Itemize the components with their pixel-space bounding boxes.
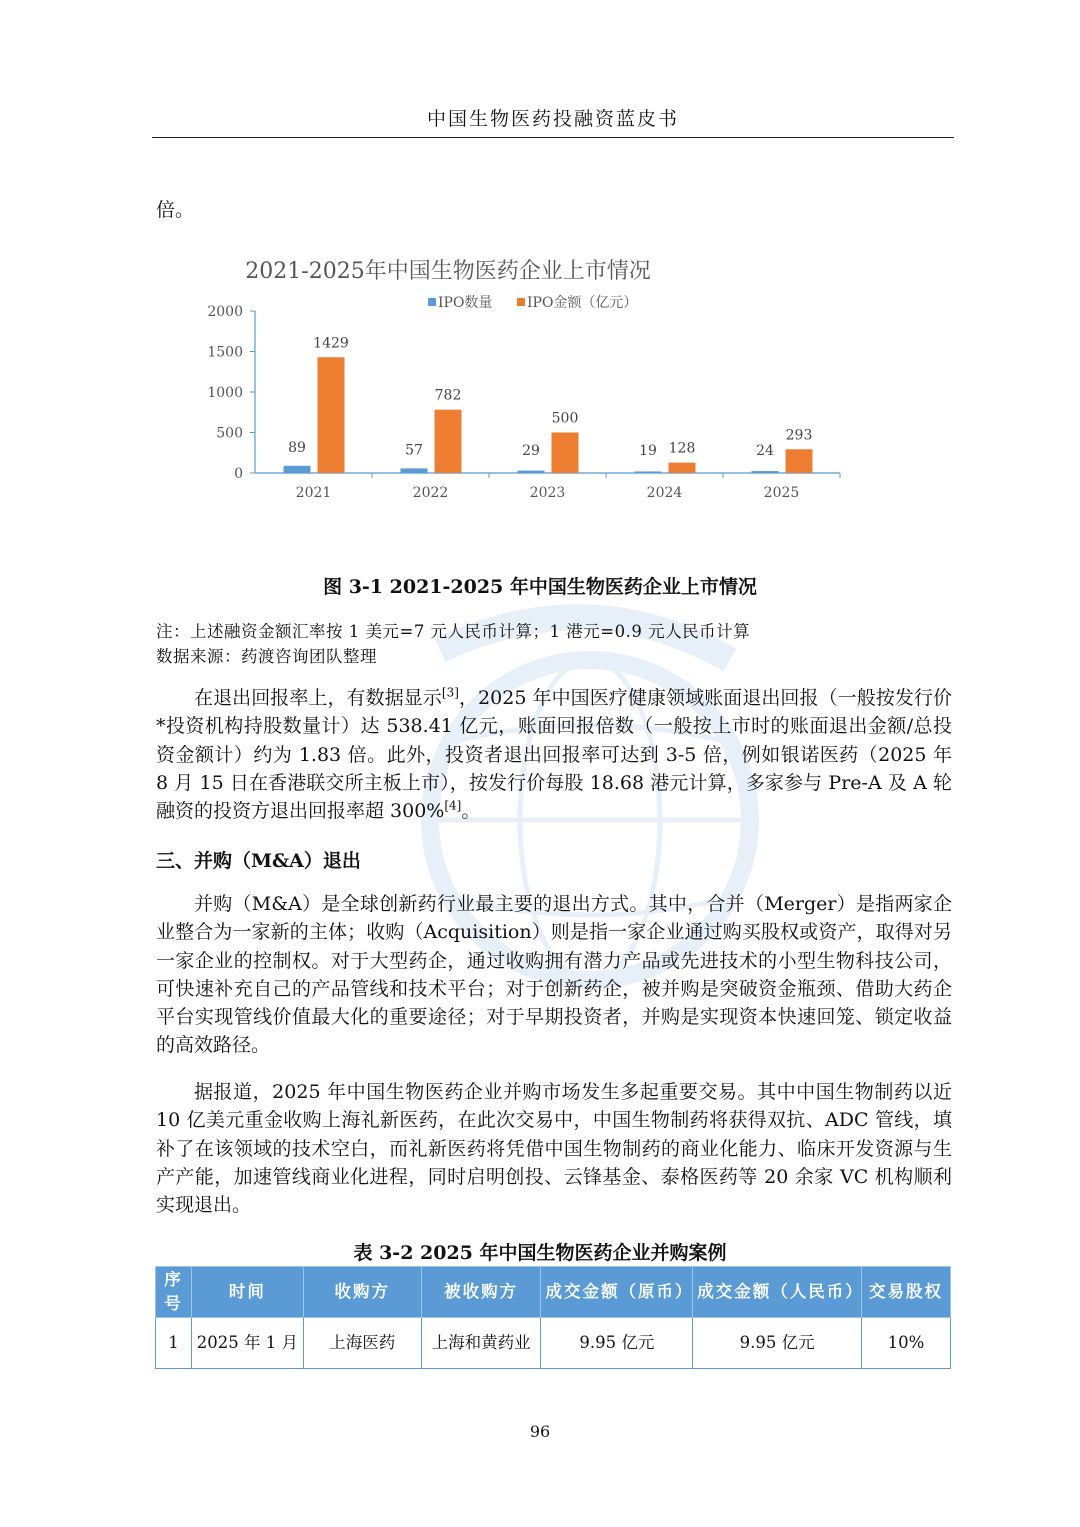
cell-equity: 10% bbox=[862, 1318, 951, 1369]
paragraph-ma-intro: 并购（M&A）是全球创新药行业最主要的退出方式。其中，合并（Merger）是指两家企业整合为一家新的主体；收购（Acquisition）则是指一家企业通过购买股权或资产，取得对另一家企业的控制权。对于大型药企，通过收购拥有潜力产品或先进技术的小型生物科技公司，可快速补充自己的产品管线和技术平台；对于创新药企，被并购是突破资金瓶颈、借助大药企平台实现管线价值最大化的重要途径；对于早期投资者，并购是实现资本快速回笼、锁定收益的高效路径。 bbox=[156, 893, 952, 1057]
cell-index: 1 bbox=[156, 1318, 192, 1369]
section-title: 三、并购（M&A）退出 bbox=[156, 850, 361, 872]
data-label-ipo-amount-2025: 293 bbox=[785, 427, 813, 444]
figure-note: 注：上述融资金额汇率按 1 美元=7 元人民币计算；1 港元=0.9 元人民币计算 bbox=[156, 622, 751, 641]
header-amount-rmb: 成交金额（人民币） bbox=[693, 1267, 862, 1318]
paragraph-text: 在退出回报率上，有数据显示 bbox=[194, 687, 442, 709]
bar-ipo-amount-2025 bbox=[786, 449, 813, 473]
table-row bbox=[156, 1318, 951, 1369]
x-tick-label: 2025 bbox=[763, 485, 800, 501]
header-index: 序号 bbox=[156, 1267, 192, 1318]
x-tick-label: 2024 bbox=[646, 485, 683, 501]
data-label-ipo-amount-2024: 128 bbox=[668, 440, 696, 457]
bar-ipo-amount-2022 bbox=[435, 410, 462, 473]
data-label-ipo-count-2024: 19 bbox=[639, 443, 657, 459]
bar-ipo-amount-2023 bbox=[552, 433, 579, 474]
page-number: 96 bbox=[529, 1422, 551, 1441]
bar-ipo-count-2025 bbox=[752, 471, 779, 473]
y-tick-label: 500 bbox=[216, 425, 243, 442]
header-acquirer: 收购方 bbox=[303, 1267, 421, 1318]
data-label-ipo-count-2025: 24 bbox=[756, 443, 774, 459]
data-label-ipo-count-2022: 57 bbox=[405, 442, 423, 459]
header-target: 被收购方 bbox=[421, 1267, 541, 1318]
paragraph-exit-returns bbox=[156, 684, 952, 825]
cell-target: 上海和黄药业 bbox=[421, 1318, 541, 1369]
x-tick-label: 2022 bbox=[412, 485, 449, 501]
bar-ipo-amount-2021 bbox=[318, 357, 345, 473]
y-tick-label: 2000 bbox=[207, 304, 243, 320]
y-tick-label: 1000 bbox=[207, 385, 243, 401]
bar-ipo-count-2022 bbox=[401, 468, 428, 473]
bar-ipo-count-2023 bbox=[518, 471, 545, 473]
table-header-row bbox=[156, 1267, 951, 1318]
data-label-ipo-count-2021: 89 bbox=[288, 439, 306, 456]
figure-caption: 图 3-1 2021-2025 年中国生物医药企业上市情况 bbox=[323, 576, 757, 598]
x-tick-label: 2023 bbox=[529, 485, 566, 501]
legend-label-0: IPO数量 bbox=[438, 295, 493, 311]
legend-label-1: IPO金额（亿元） bbox=[527, 295, 638, 311]
data-label-ipo-count-2023: 29 bbox=[522, 443, 540, 459]
x-tick-label: 2021 bbox=[295, 485, 332, 501]
data-label-ipo-amount-2021: 1429 bbox=[313, 335, 349, 352]
cell-amount-original: 9.95 亿元 bbox=[541, 1318, 693, 1369]
bar-ipo-count-2024 bbox=[635, 471, 662, 473]
paragraph-ma-deals: 据报道，2025 年中国生物医药企业并购市场发生多起重要交易。其中中国生物制药以近 10 亿美元重金收购上海礼新医药，在此次交易中，中国生物制药将获得双抗、ADC 管线，填补了在该领域的技术空白，而礼新医药将凭借中国生物制药的商业化能力、临床开发资源与生产产能，加速管线商业化进程，同时启明创投、云锋基金、泰格医药等 20 余家 VC 机构顺利实现退出。 bbox=[156, 1081, 952, 1217]
header-time: 时间 bbox=[191, 1267, 303, 1318]
legend-swatch-1 bbox=[517, 298, 525, 306]
cell-time: 2025 年 1 月 bbox=[191, 1318, 303, 1369]
header-amount-original: 成交金额（原币） bbox=[541, 1267, 693, 1318]
top-fragment: 倍。 bbox=[156, 199, 195, 221]
table-caption: 表 3-2 2025 年中国生物医药企业并购案例 bbox=[353, 1242, 727, 1264]
figure-source: 数据来源：药渡咨询团队整理 bbox=[156, 647, 377, 666]
page-header: 中国生物医药投融资蓝皮书 bbox=[152, 104, 954, 138]
y-tick-label: 0 bbox=[234, 466, 243, 482]
bar-ipo-amount-2024 bbox=[669, 463, 696, 473]
y-tick-label: 1500 bbox=[207, 344, 243, 361]
paragraph-text: ，2025 年中国医疗健康领域账面退出回报（一般按发行价*投资机构持股数量计）达 538.41 亿元，账面回报倍数（一般按上市时的账面退出金额/总投资金额计）约为 1.83 倍。此外，投资者退出回报率可达到 3-5 倍，例如银诺医药（2025 年 8 月 15 日在香港联交所主板上市），按发行价每股 18.68 港元计算，多家参与 Pre-A 及 A 轮融资的投资方退出回报率超 300% bbox=[156, 687, 952, 823]
chart-title: 2021-2025年中国生物医药企业上市情况 bbox=[245, 259, 651, 284]
ipo-bar-chart bbox=[150, 245, 930, 515]
cell-acquirer: 上海医药 bbox=[303, 1318, 421, 1369]
header-equity: 交易股权 bbox=[862, 1267, 951, 1318]
cell-amount-rmb: 9.95 亿元 bbox=[693, 1318, 862, 1369]
reference-3: [3] bbox=[441, 685, 459, 700]
reference-4: [4] bbox=[444, 798, 462, 813]
bar-ipo-count-2021 bbox=[284, 466, 311, 473]
ma-cases-table bbox=[155, 1266, 951, 1369]
data-label-ipo-amount-2022: 782 bbox=[434, 387, 462, 404]
data-label-ipo-amount-2023: 500 bbox=[551, 410, 579, 427]
legend-swatch-0 bbox=[428, 298, 436, 306]
paragraph-text: 。 bbox=[461, 800, 481, 823]
